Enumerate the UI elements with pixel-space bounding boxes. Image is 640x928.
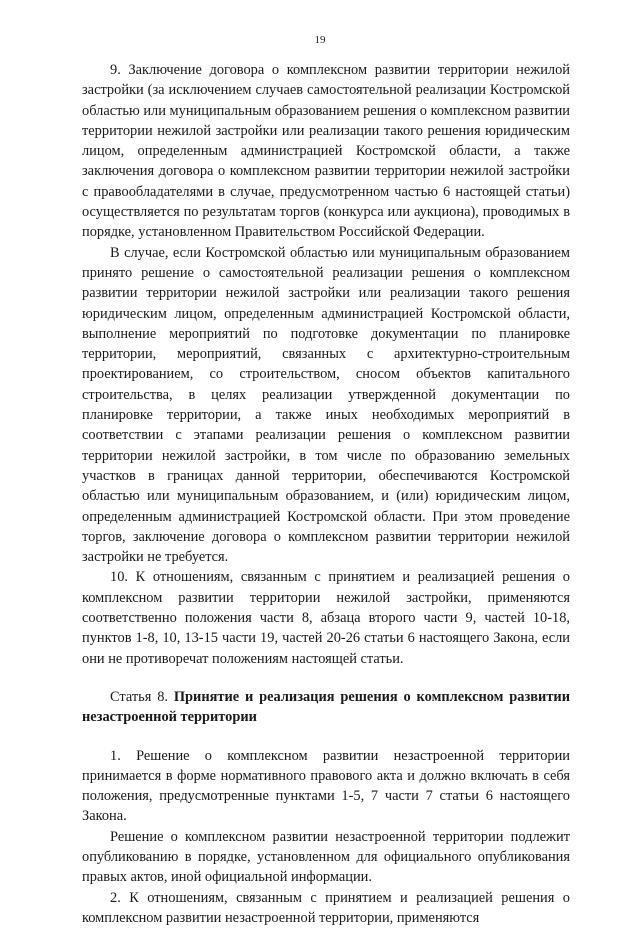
article-number: Статья 8. <box>110 688 168 705</box>
article-heading <box>82 687 570 728</box>
paragraph-9-case: В случае, если Костромской областью или муниципальным образованием принято решение о самостоятельной реализации решения о комплексном развитии территории нежилой застройки или реализации такого решения юридическим лицом, определенным администрацией Костромской области, выполнение мероприятий по подготовке документации по планировке территории, мероприятий, связанных с архитектурно-строительным проектированием, со строительством, сносом объектов капитального строительства, в целях реализации утвержденной документации по планировке территории, а также иных необходимых мероприятий в соответствии с этапами реализации решения о комплексном развитии территории нежилой застройки, в том числе по образованию земельных участков в границах данной территории, обеспечиваются Костромской областью или муниципальным образованием, и (или) юридическим лицом, определенным администрацией Костромской области. При этом проведение торгов, заключение договора о комплексном развитии территории нежилой застройки не требуется. <box>82 244 570 566</box>
paragraph-10: 10. К отношениям, связанным с принятием и реализацией решения о комплексном развитии территории нежилой застройки, применяются соответственно положения части 8, абзаца второго части 9, частей 10-18, пунктов 1-8, 10, 13-15 части 19, частей 20-26 статьи 6 настоящего Закона, если они не противоречат положениям настоящей статьи. <box>82 569 570 667</box>
document-body <box>82 60 570 928</box>
article-paragraph-1-publication: Решение о комплексном развитии незастроенной территории подлежит опубликованию в порядке, установленном для официального опубликования правых актов, иной официальной информации. <box>82 828 570 886</box>
page-number: 19 <box>314 34 326 46</box>
paragraph-9: 9. Заключение договора о комплексном развитии территории нежилой застройки (за исключением случаев самостоятельной реализации Костромской областью или муниципальным образованием решения о комплексном развитии территории нежилой застройки или реализации такого решения юридическим лицом, определенным администрацией Костромской области, а также заключения договора о комплексном развитии территории нежилой застройки с правообладателями в случае, предусмотренном частью 6 настоящей статьи) осуществляется по результатам торгов (конкурса или аукциона), проводимых в порядке, установленном Правительством Российской Федерации. <box>82 62 570 241</box>
article-paragraph-1: 1. Решение о комплексном развитии незастроенной территории принимается в форме нормативного правового акта и должно включать в себя положения, предусмотренные пунктами 1-5, 7 части 7 статьи 6 настоящего Закона. <box>82 747 570 825</box>
article-paragraph-2: 2. К отношениям, связанным с принятием и реализацией решения о комплексном развитии незастроенной территории, применяются <box>82 889 570 926</box>
article-title: Принятие и реализация решения о комплексном развитии незастроенной территории <box>82 688 570 726</box>
